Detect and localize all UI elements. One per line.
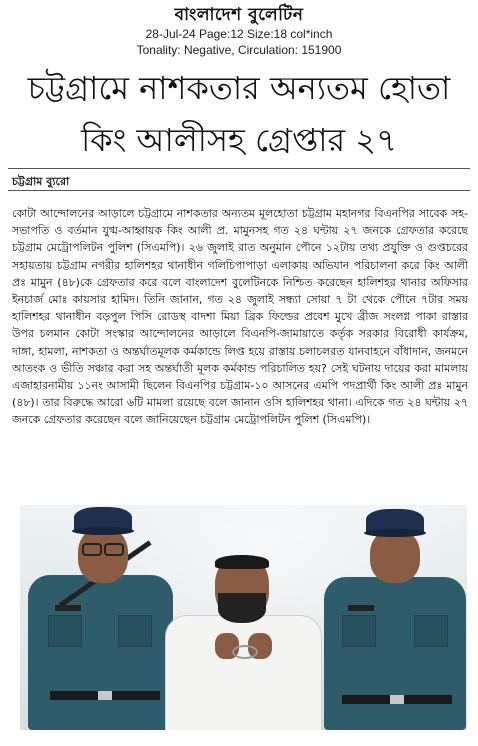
headline-line-1: চট্টগ্রামে নাশকতার অন্যতম হোতা	[27, 69, 451, 107]
clipping-meta-tonality: Tonality: Negative, Circulation: 151900	[136, 43, 342, 57]
top-divider	[8, 168, 470, 169]
photo-detainee-center	[160, 535, 330, 730]
byline-divider	[8, 190, 470, 191]
photo-officer-right	[318, 505, 467, 730]
photo-officer-left	[20, 505, 180, 730]
article-body: কোটা আন্দোলনের আড়ালে চট্টগ্রামে নাশকতার অন্যতম মূলহোতা চট্টগ্রাম মহানগর বিএনপির সাবেক সহ-সভাপতি ও বর্তমান যুগ্ম-আহ্বায়ক কিং আলী প্র. মামুনসহ গত ২৪ ঘন্টায় ২৭ জনকে গ্রেফতার করেছে চট্টগ্রাম মেট্রোপলিটন পুলিশ (সিএমপি)। ২৬ জুলাই রাত অনুমান পৌনে ১২টায় তথ্য প্রযুক্তি ও গুপ্তচরের সহায়তায় চট্টগ্রাম নগরীর হালিশহর থানাধীন গলিচিপাপাড়া এলাকায় অভিযান পরিচালনা করে কিং আলী প্রঃ মামুন (৪৮)কে গ্রেফতার করে বলে বাংলাদেশ বুলেটিনকে নিশ্চিত করেছেন হালিশহর থানার অফিসার ইনচার্জ মোঃ কায়সার হামিদ। তিনি জানান, গত ২৪ জুলাই সন্ধ্যা সোয়া ৭ টা থেকে পৌনে ৭টার সময় হালিশহর থানাধীন বড়পুল পিসি রোডস্থ বাদশা মিয়া ব্রিক ফিল্ডের প্রবেশ মুখে ব্রীজ সংলগ্ন পাকা রাস্তার উপর চলমান কোটা সংস্কার আন্দোলনের আড়ালে বিএনপি-জামায়াতে কর্তৃক সরকার বিরোধী কার্যক্রম, দাঙ্গা, হামলা, নাশকতা ও অন্তর্ঘাতমূলক কর্মকান্ডে লিপ্ত হয়ে রাস্তায় চলাচলরত যানবাহনে বাঁধাদান, জনমনে আতংক ও ভীতি সঞ্চার করা সহ অন্তর্ঘাতী মূলক কর্মকান্ড পরিচালিত হয়? সেই ঘটনায় দায়ের করা মামলায় এজাহারনামীয় ১১নং আসামী ছিলেন বিএনপির চট্টগ্রাম-১০ আসনের এমপি পদপ্রার্থী কিং আলী প্রঃ মামুন (৪৮)। তার বিরুদ্ধে আরো ৬টি মামলা রয়েছে বলে জানান ওসি হালিশহর থানা। এদিকে গত ২৪ ঘন্টায় ২৭ জনকে গ্রেফতার করেছেন বলে জানিয়েছেন চট্টগ্রাম মেট্রোপলিটন পুলিশ (সিএমপি)।	[12, 207, 468, 427]
newspaper-masthead: বাংলাদেশ বুলেটিন	[174, 5, 304, 25]
clipping-meta-date: 28-Jul-24 Page:12 Size:18 col*inch	[145, 27, 333, 41]
news-photo	[20, 505, 467, 730]
byline: চট্টগ্রাম ব্যুরো	[12, 175, 70, 188]
headline-line-2: কিং আলীসহ গ্রেপ্তার ২৭	[81, 121, 397, 159]
